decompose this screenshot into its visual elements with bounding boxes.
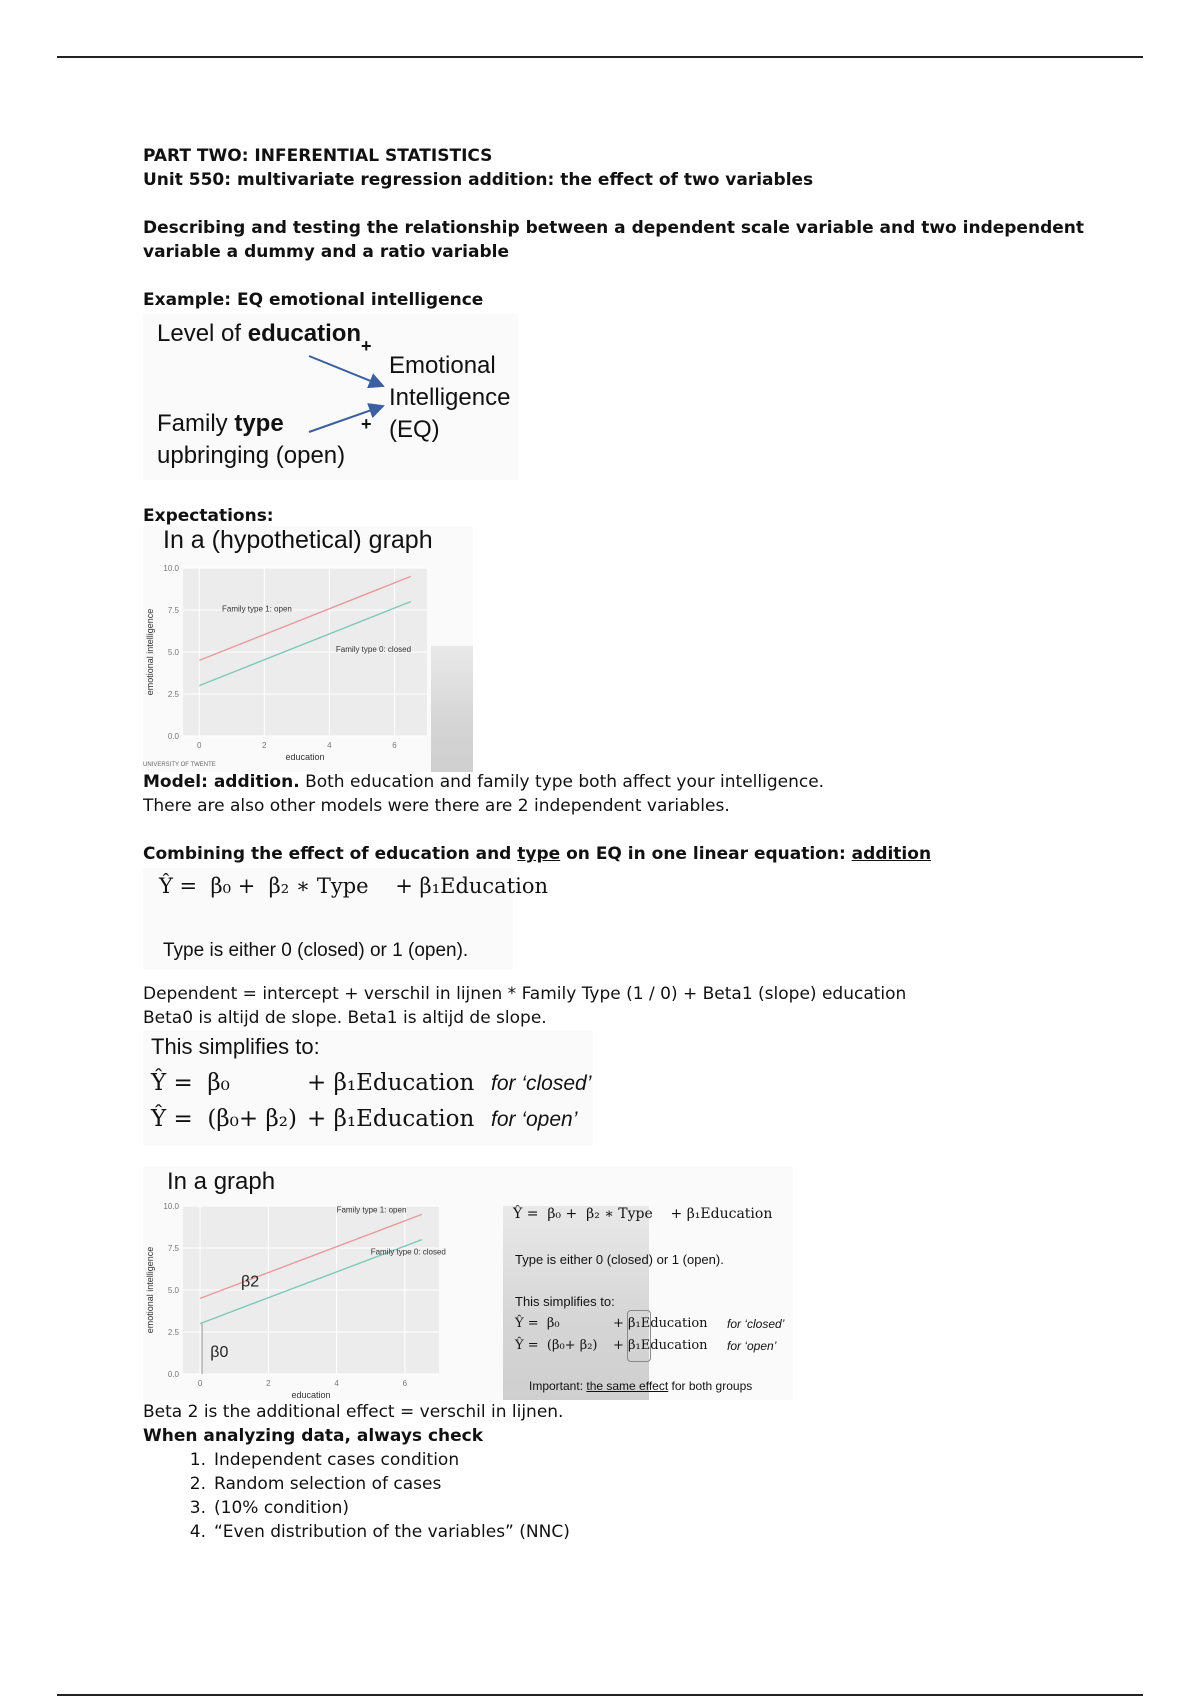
slide-eq-open-note: for ‘open’ [727,1339,777,1353]
simplifies-panel [143,1030,593,1146]
slide-important-note: Important: the same effect for both groups [529,1379,753,1393]
x-tick-label: 6 [392,741,397,750]
beta2-annotation: β2 [241,1273,260,1291]
part-title: PART TWO: INFERENTIAL STATISTICS [143,146,493,166]
y-tick-label: 2.5 [167,690,179,699]
slide-simplifies-heading: This simplifies to: [515,1294,615,1309]
diagram-level-label: Level of education [157,320,362,347]
bottom-rule [57,1694,1143,1696]
y-tick-label: 2.5 [167,1328,179,1337]
diagram-upbringing-label: upbringing (open) [157,442,346,469]
simplified-eq-closed-lhs: Ŷ = β₀ [151,1070,230,1096]
series-label: Family type 1: open [222,604,292,614]
simplified-eq-open-lhs: Ŷ = (β₀+ β₂) [151,1106,297,1132]
y-tick-label: 10.0 [163,564,179,573]
combining-heading: Combining the effect of education and type on EQ in one linear equation: addition [143,844,932,864]
slide-eq-open-term: + β₁Education [613,1338,708,1353]
slide-eq-closed-lhs: Ŷ = β₀ [515,1316,560,1331]
simplified-eq-open-note: for ‘open’ [491,1108,578,1131]
x-axis-label: education [285,752,325,762]
university-footer: UNIVERSITY OF TWENTE [143,762,216,768]
example-heading: Example: EQ emotional intelligence [143,290,484,310]
simplified-eq-open-term: + β₁Education [307,1106,475,1132]
type-note: Type is either 0 (closed) or 1 (open). [163,940,469,961]
x-tick-label: 4 [327,741,332,750]
check-list [176,1448,976,1544]
x-tick-label: 0 [197,1379,203,1388]
check-item: 4. “Even distribution of the variables” (NNC) [189,1522,570,1542]
check-item: 1. Independent cases condition [189,1450,460,1470]
x-tick-label: 4 [334,1379,339,1388]
x-axis-label: education [291,1390,331,1400]
y-tick-label: 7.5 [167,1244,179,1253]
y-tick-label: 0.0 [167,732,179,741]
model-line-1: Model: addition. Both education and family type both affect your intelligence. [143,772,825,792]
y-axis-label: emotional intelligence [145,608,155,696]
model-line-2: There are also other models were there are 2 independent variables. [143,796,730,816]
presenter-video-thumb-1 [431,646,473,772]
arrow-education [309,356,383,386]
simplified-eq-closed-term: + β₁Education [307,1070,475,1096]
explain-line-2: Beta0 is altijd de slope. Beta1 is altijd de slope. [143,1008,547,1028]
series-label: Family type 1: open [336,1205,407,1215]
slide-eq-closed-note: for ‘closed’ [727,1317,785,1331]
x-tick-label: 2 [266,1379,271,1388]
x-tick-label: 6 [402,1379,408,1388]
arrow-family [309,406,383,432]
slide-eq-closed-term: + β₁Education [613,1316,708,1331]
x-tick-label: 0 [197,741,202,750]
check-item: 3. (10% condition) [189,1498,350,1518]
y-tick-label: 5.0 [167,648,179,657]
addition-graph [143,1202,483,1400]
graph-slide [143,1166,793,1400]
y-axis-label: emotional intelligence [145,1246,155,1334]
simplified-eq-closed-note: for ‘closed’ [491,1072,592,1095]
slide-type-note: Type is either 0 (closed) or 1 (open). [515,1252,724,1267]
chart1-title: In a (hypothetical) graph [163,526,433,554]
y-tick-label: 5.0 [167,1286,179,1295]
expectations-heading: Expectations: [143,506,274,526]
slide-beta1-highlight-box [627,1310,651,1362]
simplifies-heading: This simplifies to: [151,1034,320,1059]
check-item: 2. Random selection of cases [189,1474,442,1494]
hypothetical-graph-panel [143,526,473,772]
diagram-arrows [143,314,518,480]
intro-line-2: variable a dummy and a ratio variable [143,242,509,262]
hypothetical-graph [143,564,473,772]
diagram-plus-top: + [361,336,372,356]
slide-equation: Ŷ = β₀ + β₂ ∗ Type + β₁Education [513,1206,773,1222]
equation-panel [143,868,549,970]
regression-equation: Ŷ = β₀ + β₂ ∗ Type + β₁Education [159,874,549,898]
y-tick-label: 10.0 [163,1202,179,1211]
check-heading: When analyzing data, always check [143,1426,484,1446]
series-label: Family type 0: closed [370,1247,446,1257]
intro-line-1: Describing and testing the relationship between a dependent scale variable and two independent [143,218,1084,238]
y-tick-label: 7.5 [167,606,179,615]
eq-diagram [143,314,518,480]
explain-line-1: Dependent = intercept + verschil in lijnen * Family Type (1 / 0) + Beta1 (slope) education [143,984,907,1004]
chart2-title: In a graph [167,1168,276,1195]
top-rule [57,56,1143,58]
unit-title: Unit 550: multivariate regression addition: the effect of two variables [143,170,814,190]
x-tick-label: 2 [262,741,267,750]
y-tick-label: 0.0 [167,1370,179,1379]
slide-eq-open-lhs: Ŷ = (β₀+ β₂) [515,1338,598,1353]
diagram-plus-bottom: + [361,414,372,434]
series-label: Family type 0: closed [335,645,412,654]
diagram-eq-label: Emotional Intelligence (EQ) [389,352,511,443]
beta2-note: Beta 2 is the additional effect = verschil in lijnen. [143,1402,564,1422]
beta0-annotation: β0 [210,1344,229,1362]
diagram-family-label: Family type [157,410,284,437]
